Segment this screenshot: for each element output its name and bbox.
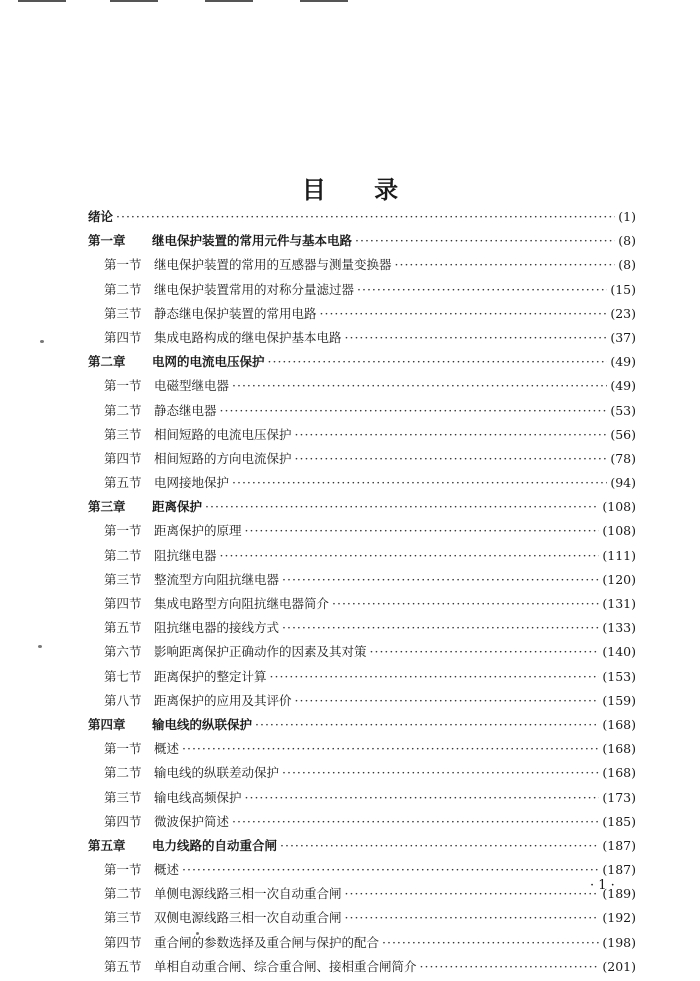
entry-page: (201): [602, 958, 636, 974]
entry-title: 电网接地保护: [154, 475, 230, 491]
entry-title: 集成电路型方向阻抗继电器简介: [154, 596, 330, 611]
toc-section-entry[interactable]: [88, 594, 636, 618]
table-of-contents: [88, 207, 636, 981]
dot-leader: [245, 790, 600, 805]
dot-leader: [232, 814, 599, 829]
dot-leader: [182, 862, 599, 877]
entry-title: 阻抗继电器的接线方式: [154, 620, 280, 636]
dot-leader: [295, 451, 608, 466]
entry-title: 继电保护装置常用的对称分量滤过器: [154, 281, 355, 297]
toc-section-entry[interactable]: [88, 884, 636, 908]
entry-title: 距离保护的原理: [154, 523, 242, 539]
page-title: 目 录: [301, 175, 419, 204]
entry-page: (168): [602, 716, 636, 732]
entry-title: 绪论: [88, 209, 114, 224]
toc-section-entry[interactable]: [88, 667, 636, 691]
entry-page: (15): [610, 281, 636, 297]
entry-number: 第二章: [88, 354, 126, 370]
entry-page: (111): [602, 547, 636, 563]
toc-section-entry[interactable]: [88, 957, 636, 981]
entry-page: (168): [602, 765, 636, 781]
entry-number: 第二节: [104, 547, 142, 563]
toc-section-entry[interactable]: [88, 376, 636, 400]
toc-section-entry[interactable]: [88, 739, 636, 763]
dot-leader: [382, 935, 599, 950]
entry-title: 微波保护简述: [154, 813, 230, 829]
dot-leader: [295, 427, 608, 442]
entry-page: (189): [602, 886, 636, 902]
entry-page: (49): [610, 378, 636, 394]
entry-number: 第四节: [104, 934, 142, 950]
toc-section-entry[interactable]: [88, 401, 636, 425]
toc-chapter-entry[interactable]: [88, 836, 636, 860]
entry-number: 第五节: [104, 620, 142, 636]
entry-title: 静态继电保护装置的常用电路: [154, 305, 317, 321]
entry-page: (187): [602, 837, 636, 853]
entry-page: (185): [602, 813, 636, 829]
dot-leader: [357, 282, 607, 297]
entry-number: 第四节: [104, 329, 142, 345]
entry-number: 第一节: [104, 862, 142, 878]
entry-number: 第三节: [104, 426, 142, 442]
entry-title: 集成电路构成的继电保护基本电路: [154, 329, 342, 345]
toc-section-entry[interactable]: [88, 763, 636, 787]
entry-page: (108): [602, 523, 636, 539]
entry-page: (37): [610, 329, 636, 345]
dot-leader: [345, 910, 600, 925]
toc-section-entry[interactable]: [88, 328, 636, 352]
entry-title: 继电保护装置的常用的互感器与测量变换器: [154, 257, 392, 273]
entry-number: 第一节: [104, 378, 142, 394]
entry-number: 第一节: [104, 257, 142, 273]
dot-leader: [320, 306, 608, 321]
dot-leader: [232, 475, 607, 490]
dot-leader: [282, 765, 599, 780]
entry-title: 单侧电源线路三相一次自动重合闸: [154, 886, 342, 902]
entry-title: 电磁型继电器: [154, 378, 230, 394]
entry-number: 第三节: [104, 305, 142, 321]
entry-number: 第四章: [88, 716, 126, 732]
toc-chapter-entry[interactable]: [88, 207, 636, 231]
entry-number: 第六节: [104, 644, 142, 660]
dot-leader: [245, 523, 600, 538]
toc-section-entry[interactable]: [88, 691, 636, 715]
entry-number: 第二节: [104, 402, 142, 418]
entry-page: (1): [618, 209, 636, 224]
toc-section-entry[interactable]: [88, 933, 636, 957]
entry-number: 第四节: [104, 450, 142, 466]
entry-title: 双侧电源线路三相一次自动重合闸: [154, 910, 342, 926]
toc-section-entry[interactable]: [88, 521, 636, 545]
dot-leader: [345, 886, 600, 901]
dot-leader: [220, 548, 600, 563]
toc-chapter-entry[interactable]: [88, 715, 636, 739]
entry-title: 静态继电器: [154, 402, 217, 418]
entry-page: (8): [618, 233, 636, 249]
scan-mark: [18, 0, 66, 2]
entry-title: 相间短路的电流电压保护: [154, 426, 292, 442]
scan-mark: [110, 0, 158, 2]
scan-speck: [40, 340, 44, 343]
entry-title: 距离保护的整定计算: [154, 668, 267, 684]
entry-page: (173): [602, 789, 636, 805]
entry-number: 第五节: [104, 475, 142, 491]
entry-page: (53): [610, 402, 636, 418]
dot-leader: [282, 572, 599, 587]
toc-section-entry[interactable]: [88, 425, 636, 449]
entry-title: 单相自动重合闸、综合重合闸、接相重合闸简介: [154, 958, 417, 974]
entry-title: 距离保护的应用及其评价: [154, 692, 292, 708]
toc-section-entry[interactable]: [88, 473, 636, 497]
entry-page: (198): [602, 934, 636, 950]
toc-section-entry[interactable]: [88, 546, 636, 570]
dot-leader: [355, 233, 615, 248]
toc-section-entry[interactable]: [88, 304, 636, 328]
toc-section-entry[interactable]: [88, 618, 636, 642]
scan-speck: [38, 645, 42, 648]
entry-title: 概述: [154, 741, 180, 757]
toc-section-entry[interactable]: [88, 570, 636, 594]
scan-mark: [205, 0, 253, 2]
entry-number: 第五章: [88, 837, 126, 853]
entry-number: 第三节: [104, 910, 142, 926]
entry-page: (187): [602, 862, 636, 878]
entry-title: 输电线的纵联差动保护: [154, 765, 280, 781]
entry-title: 继电保护装置的常用元件与基本电路: [152, 233, 353, 249]
entry-page: (131): [602, 596, 636, 611]
toc-section-entry[interactable]: [88, 642, 636, 666]
entry-page: (78): [610, 450, 636, 466]
toc-section-entry[interactable]: [88, 449, 636, 473]
dot-leader: [370, 644, 600, 659]
entry-page: (140): [602, 644, 636, 660]
dot-leader: [280, 838, 599, 853]
entry-page: (168): [602, 741, 636, 757]
toc-section-entry[interactable]: [88, 860, 636, 884]
dot-leader: [232, 378, 607, 393]
toc-section-entry[interactable]: [88, 255, 636, 279]
entry-title: 重合闸的参数选择及重合闸与保护的配合: [154, 934, 380, 950]
toc-chapter-entry[interactable]: [88, 231, 636, 255]
entry-page: (192): [602, 910, 636, 926]
entry-title: 影响距离保护正确动作的因素及其对策: [154, 644, 367, 660]
dot-leader: [270, 669, 600, 684]
entry-title: 相间短路的方向电流保护: [154, 450, 292, 466]
dot-leader: [116, 209, 615, 224]
entry-number: 第二节: [104, 886, 142, 902]
entry-number: 第一章: [88, 233, 126, 249]
entry-page: (49): [610, 354, 636, 370]
toc-chapter-entry[interactable]: [88, 352, 636, 376]
dot-leader: [295, 693, 600, 708]
entry-page: (23): [610, 305, 636, 321]
entry-number: 第三节: [104, 789, 142, 805]
scan-mark: [300, 0, 348, 2]
dot-leader: [395, 257, 616, 272]
entry-title: 输电线的纵联保护: [152, 716, 253, 732]
dot-leader: [220, 403, 608, 418]
entry-number: 第四节: [104, 596, 142, 611]
entry-title: 电力线路的自动重合闸: [152, 837, 278, 853]
entry-title: 电网的电流电压保护: [152, 354, 265, 370]
entry-title: 阻抗继电器: [154, 547, 217, 563]
entry-number: 第七节: [104, 668, 142, 684]
entry-number: 第二节: [104, 281, 142, 297]
dot-leader: [255, 717, 599, 732]
dot-leader: [332, 596, 599, 611]
dot-leader: [345, 330, 608, 345]
toc-chapter-entry[interactable]: [88, 497, 636, 521]
dot-leader: [268, 354, 608, 369]
dot-leader: [205, 499, 599, 514]
entry-number: 第八节: [104, 692, 142, 708]
entry-number: 第五节: [104, 958, 142, 974]
toc-section-entry[interactable]: [88, 812, 636, 836]
entry-page: (108): [602, 499, 636, 515]
entry-title: 距离保护: [152, 499, 203, 515]
dot-leader: [182, 741, 599, 756]
entry-page: (159): [602, 692, 636, 708]
entry-title: 整流型方向阻抗继电器: [154, 571, 280, 587]
entry-number: 第三章: [88, 499, 126, 515]
toc-section-entry[interactable]: [88, 280, 636, 304]
entry-page: (153): [602, 668, 636, 684]
entry-page: (8): [618, 257, 636, 273]
toc-section-entry[interactable]: [88, 908, 636, 932]
entry-page: (133): [602, 620, 636, 636]
entry-title: 概述: [154, 862, 180, 878]
entry-number: 第二节: [104, 765, 142, 781]
dot-leader: [420, 959, 600, 974]
page-number: · 1 ·: [590, 878, 615, 893]
entry-number: 第一节: [104, 523, 142, 539]
entry-page: (120): [602, 571, 636, 587]
toc-section-entry[interactable]: [88, 788, 636, 812]
entry-number: 第三节: [104, 571, 142, 587]
entry-number: 第一节: [104, 741, 142, 757]
entry-page: (94): [610, 475, 636, 491]
dot-leader: [282, 620, 599, 635]
entry-title: 输电线高频保护: [154, 789, 242, 805]
entry-number: 第四节: [104, 813, 142, 829]
entry-page: (56): [610, 426, 636, 442]
